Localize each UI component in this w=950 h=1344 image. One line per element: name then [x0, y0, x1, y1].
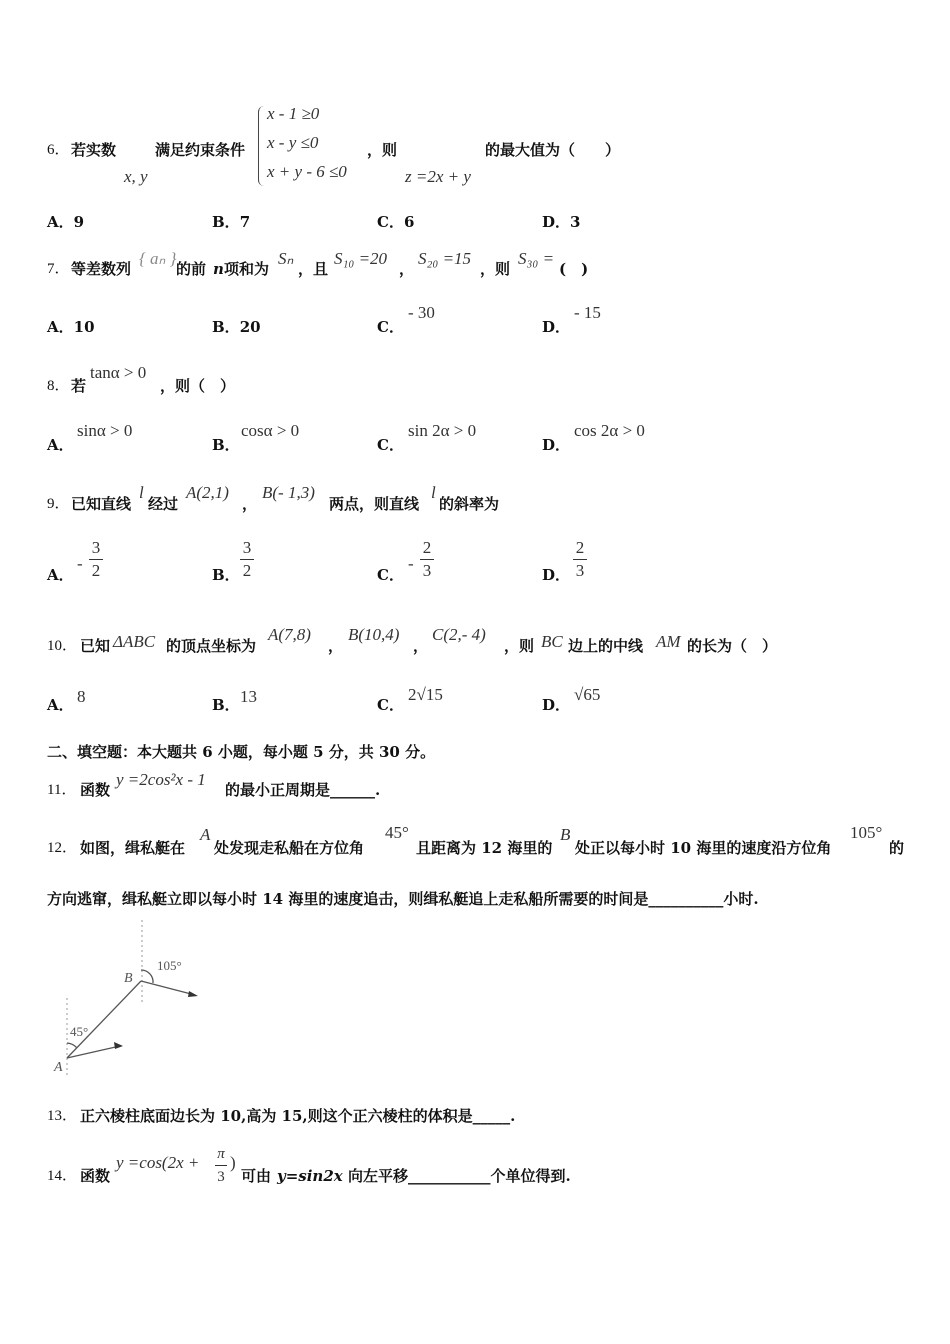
- option-value: sin 2α > 0: [408, 421, 477, 440]
- question-text: 且距离为 12 海里的: [416, 839, 553, 857]
- question-text: 的最小正周期是______.: [225, 781, 381, 799]
- math: y =2cos²x - 1: [116, 770, 206, 789]
- question-text: 处正以每小时 10 海里的速度沿方位角: [575, 839, 832, 857]
- option-value: 7: [239, 213, 251, 231]
- question-text: 的顶点坐标为: [166, 637, 257, 655]
- option-label: B．: [212, 566, 240, 584]
- option-value: 10: [73, 318, 95, 336]
- bearing-figure: [40, 920, 260, 1080]
- math: B(- 1,3): [262, 483, 315, 502]
- question-text: ，: [328, 637, 344, 655]
- math: A(2,1): [186, 483, 229, 502]
- question-text: 的长为（ ）: [687, 637, 778, 655]
- question-text: ，则: [480, 260, 511, 278]
- course-b: [141, 981, 195, 995]
- option-label: D．: [542, 213, 571, 231]
- arrow-head: [114, 1042, 123, 1049]
- question-text: 等差数列: [71, 260, 132, 278]
- option-value: 8: [77, 687, 86, 706]
- math: Sₙ: [278, 249, 294, 268]
- angle-arc-45: [67, 1043, 77, 1048]
- option-label: C．: [377, 696, 404, 714]
- math: 105°: [850, 823, 883, 842]
- question-text: 正六棱柱底面边长为 10,高为 15,则这个正六棱柱的体积是_____.: [80, 1107, 516, 1125]
- question-number: 9．: [47, 496, 70, 512]
- option-value: 2√15: [408, 685, 443, 704]
- question-text: ，: [413, 637, 429, 655]
- question-text: 两点，则直线: [329, 495, 420, 513]
- denominator: 2: [242, 561, 252, 580]
- math: 45°: [385, 823, 409, 842]
- math: B: [560, 825, 571, 844]
- numerator: 2: [575, 538, 585, 557]
- denominator: 3: [217, 1169, 225, 1185]
- fraction: [89, 539, 103, 580]
- math: AM: [656, 632, 681, 651]
- brace: [258, 106, 265, 186]
- segment-ab: [67, 981, 141, 1058]
- question-text: 可由: [241, 1167, 272, 1185]
- question-text: 的斜率为: [439, 495, 500, 513]
- question-text: 边上的中线: [568, 637, 644, 655]
- question-text: ，: [242, 495, 258, 513]
- question-number: 8．: [47, 378, 70, 394]
- math: { aₙ }: [139, 249, 177, 268]
- option-label: B．: [212, 213, 240, 231]
- math: S₁₀ =20: [334, 249, 388, 268]
- question-text: 已知: [80, 637, 111, 655]
- option-label: B．: [212, 696, 240, 714]
- math: S₃₀ =: [518, 249, 555, 268]
- question-text: n: [213, 260, 224, 278]
- question-text: 的前: [176, 260, 207, 278]
- option-value: 9: [73, 213, 85, 231]
- math: y =cos(2x +: [116, 1153, 200, 1172]
- option-value: 20: [239, 318, 261, 336]
- option-label: A．: [47, 213, 74, 231]
- question-text: 向左平移___________个单位得到.: [348, 1167, 571, 1185]
- fraction: [573, 539, 587, 580]
- option-label: D．: [542, 436, 571, 454]
- question-text: 函数: [80, 781, 111, 799]
- math: tanα > 0: [90, 363, 147, 382]
- fraction: [240, 539, 254, 580]
- question-number: 12．: [47, 840, 78, 856]
- angle-label-45: 45°: [70, 1024, 89, 1039]
- math: ): [230, 1153, 236, 1172]
- option-label: A．: [47, 318, 74, 336]
- question-number: 6．: [47, 142, 70, 158]
- math: z =2x + y: [405, 167, 471, 186]
- option-value: 3: [570, 213, 581, 231]
- question-text: ，则: [367, 141, 398, 159]
- question-text: 若: [71, 377, 87, 395]
- option-label: B．: [212, 318, 240, 336]
- question-number: 7．: [47, 261, 70, 277]
- option-label: D．: [542, 566, 571, 584]
- constraint: x - y ≤0: [267, 133, 319, 152]
- numerator: 2: [422, 538, 432, 557]
- option-value: sinα > 0: [77, 421, 133, 440]
- option-label: A．: [47, 696, 74, 714]
- question-number: 10．: [47, 638, 78, 654]
- option-value: √65: [574, 685, 601, 704]
- question-text: 如图，缉私艇在: [80, 839, 186, 857]
- math: A(7,8): [268, 625, 311, 644]
- angle-label-105: 105°: [157, 958, 182, 973]
- numerator: π: [217, 1146, 225, 1162]
- section-heading: 二、填空题：本大题共 6 小题，每小题 5 分，共 30 分。: [47, 743, 436, 761]
- question-text: 的最大值为（ ）: [485, 141, 621, 159]
- option-label: C．: [377, 318, 404, 336]
- arrow-head: [188, 991, 198, 997]
- math: BC: [541, 632, 563, 651]
- math: x, y: [124, 167, 148, 186]
- question-number: 14．: [47, 1168, 78, 1184]
- course-a: [67, 1046, 120, 1058]
- question-text: 处发现走私船在方位角: [214, 839, 365, 857]
- numerator: 3: [91, 538, 101, 557]
- question-text: ，且: [298, 260, 329, 278]
- option-value: - 15: [574, 303, 601, 322]
- math: A: [200, 825, 211, 844]
- math: C(2,- 4): [432, 625, 486, 644]
- denominator: 2: [91, 561, 101, 580]
- math: S₂₀ =15: [418, 249, 472, 268]
- question-text: 满足约束条件: [155, 141, 246, 159]
- point-a-label: A: [54, 1060, 63, 1075]
- question-text: ，则: [504, 637, 535, 655]
- denominator: 3: [575, 561, 585, 580]
- option-sign: -: [408, 554, 414, 573]
- question-text: 方向逃窜，缉私艇立即以每小时 14 海里的速度追击，则缉私艇追上走私船所需要的时间是__________小时.: [47, 890, 759, 908]
- question-text: 若实数: [71, 141, 117, 159]
- option-value: 13: [240, 687, 257, 706]
- math: l: [431, 483, 436, 502]
- option-label: D．: [542, 696, 571, 714]
- question-number: 11．: [47, 782, 77, 798]
- math: ΔABC: [113, 632, 156, 651]
- option-label: C．: [377, 436, 404, 454]
- question-text: 的: [889, 839, 905, 857]
- option-label: A．: [47, 436, 74, 454]
- option-label: C．: [377, 213, 404, 231]
- option-value: 6: [403, 213, 415, 231]
- question-text: 经过: [148, 495, 179, 513]
- option-value: cos 2α > 0: [574, 421, 645, 440]
- question-text: ，则（ ）: [160, 377, 236, 395]
- point-b-label: B: [124, 971, 133, 986]
- question-text: ，: [399, 260, 415, 278]
- constraint: x + y - 6 ≤0: [267, 162, 347, 181]
- denominator: 3: [422, 561, 432, 580]
- question-number: 13．: [47, 1108, 78, 1124]
- numerator: 3: [242, 538, 252, 557]
- option-label: C．: [377, 566, 404, 584]
- question-text: 项和为: [224, 260, 270, 278]
- answer-paren: ( ): [559, 260, 589, 278]
- option-sign: -: [77, 554, 83, 573]
- question-text: 已知直线: [71, 495, 132, 513]
- fraction: [215, 1145, 227, 1186]
- fraction: [420, 539, 434, 580]
- question-text: 函数: [80, 1167, 111, 1185]
- math: B(10,4): [348, 625, 400, 644]
- option-value: cosα > 0: [241, 421, 300, 440]
- constraint: x - 1 ≥0: [267, 104, 320, 123]
- option-label: A．: [47, 566, 74, 584]
- option-label: B．: [212, 436, 240, 454]
- question-text: y=sin2x: [277, 1167, 343, 1185]
- option-label: D．: [542, 318, 571, 336]
- option-value: - 30: [408, 303, 435, 322]
- math: l: [139, 483, 144, 502]
